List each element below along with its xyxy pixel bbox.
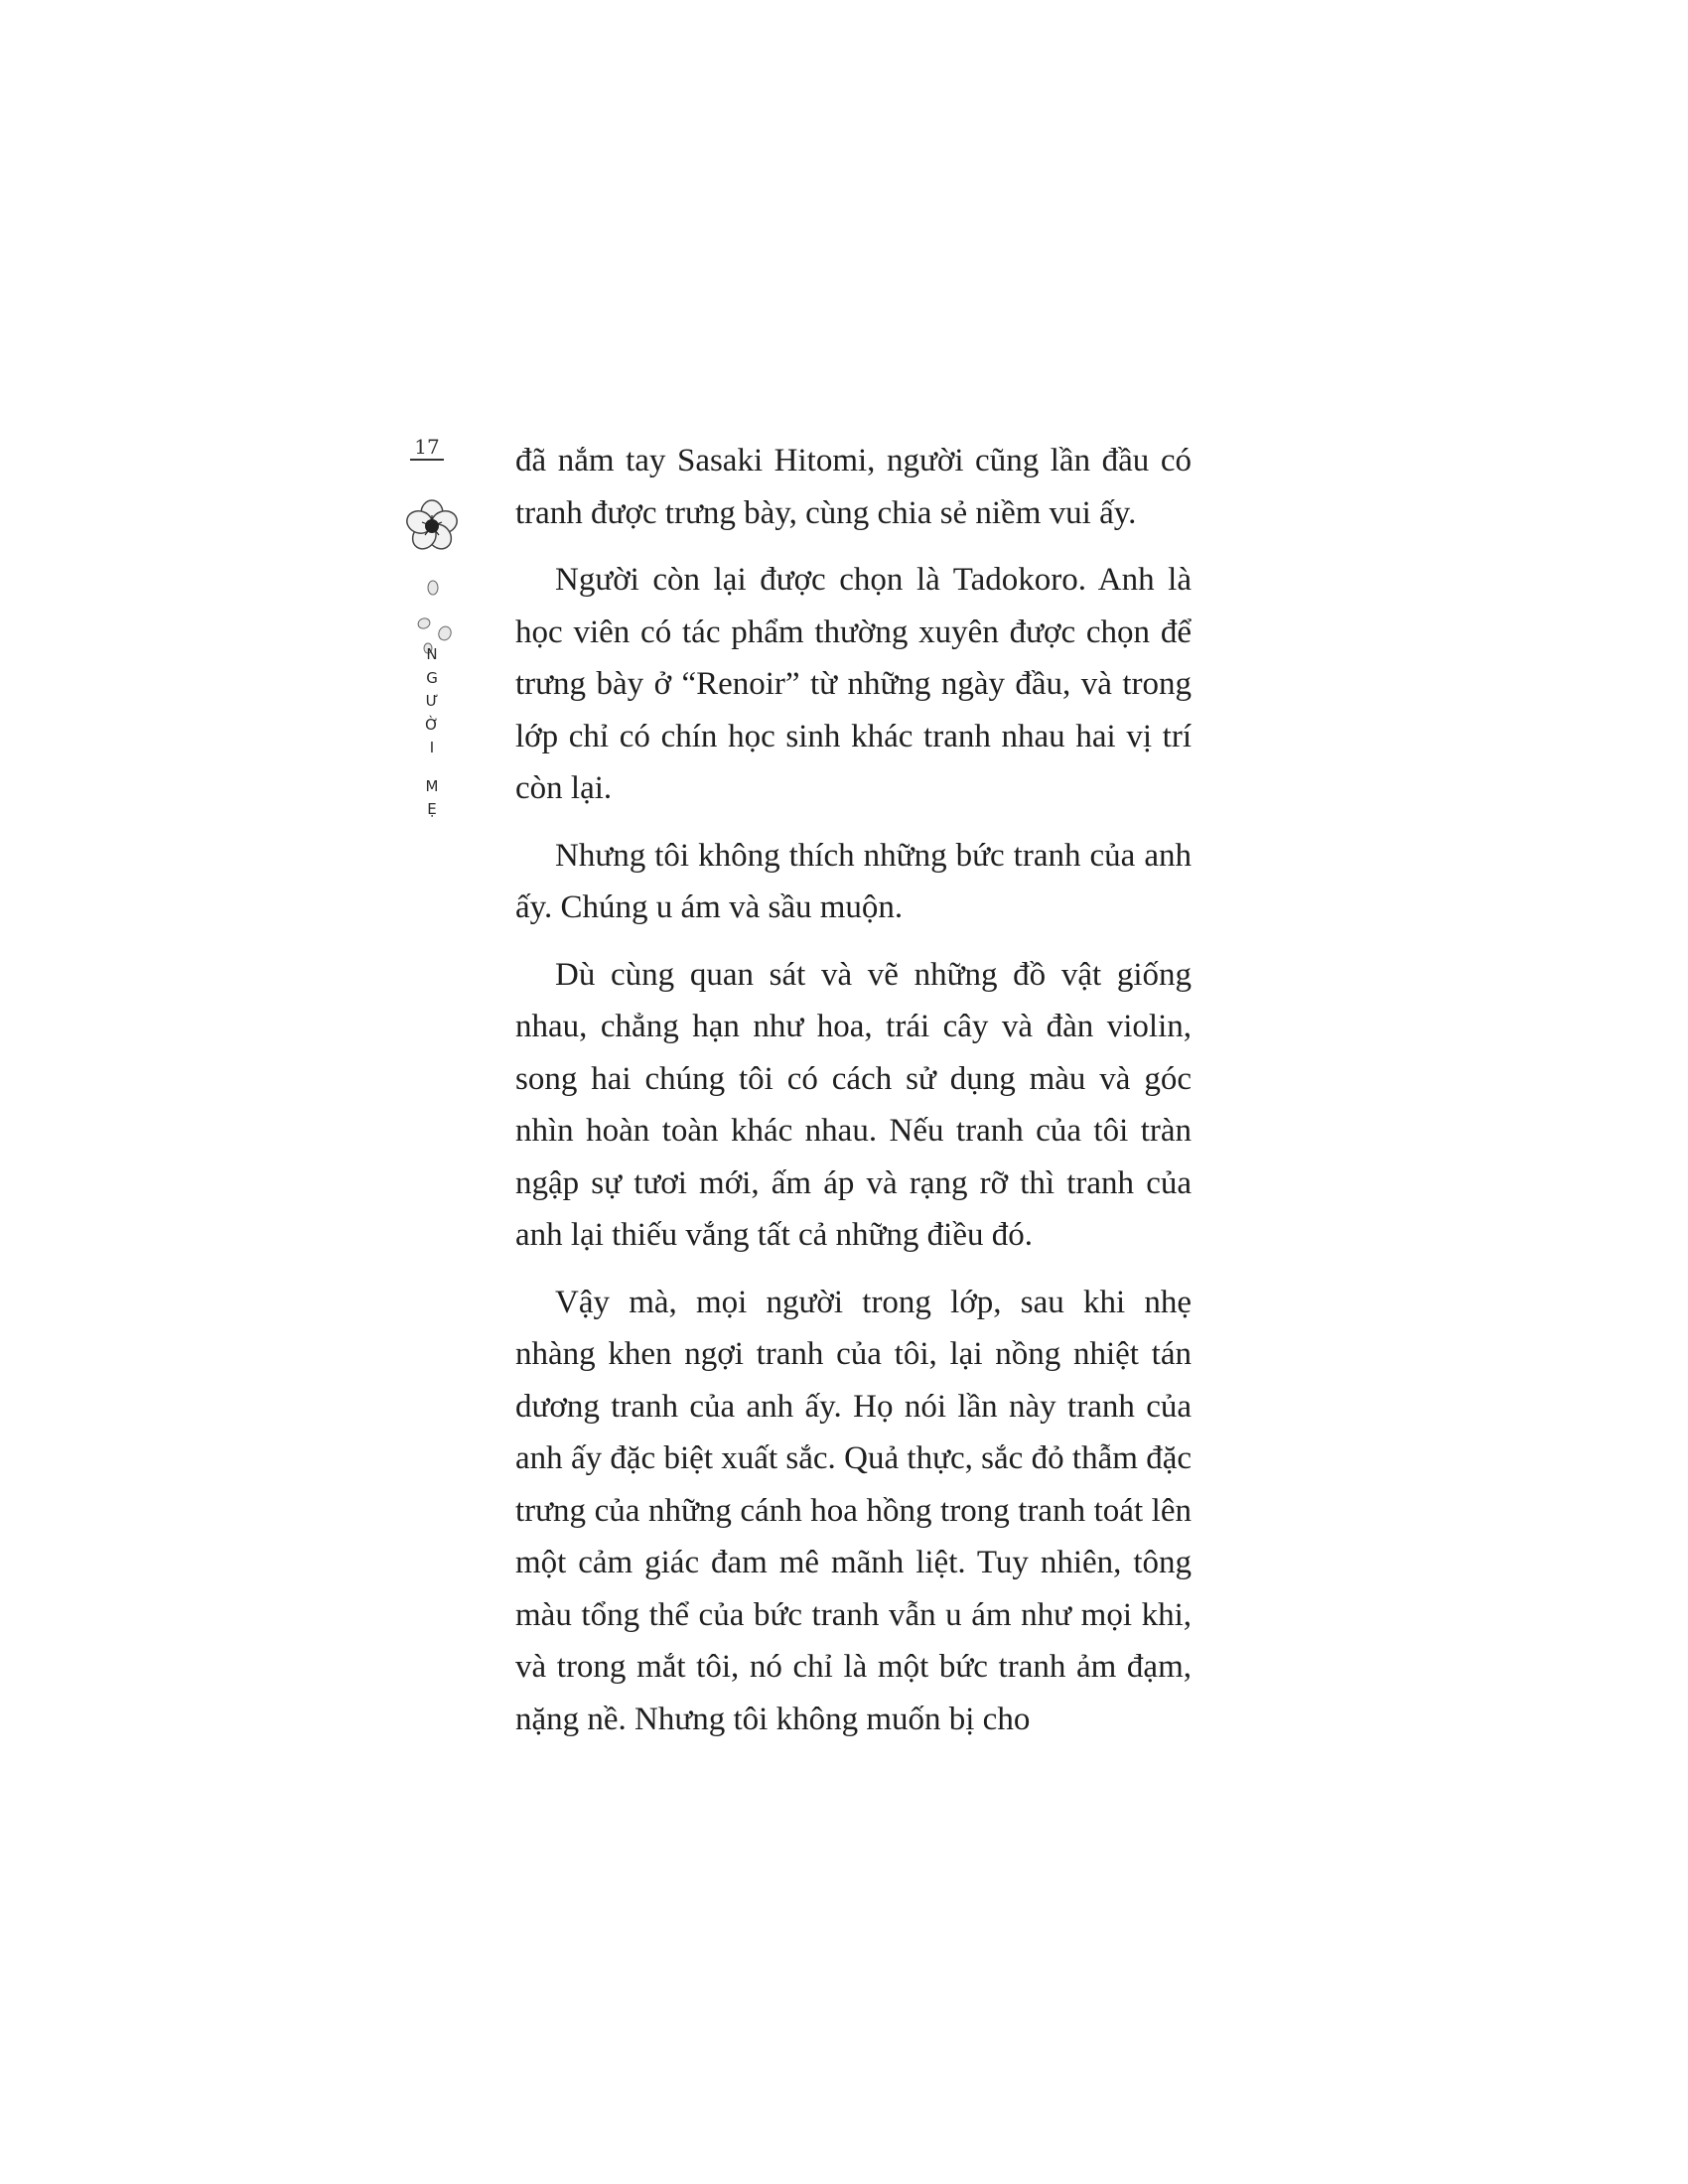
cherry-blossom-icon xyxy=(392,486,472,655)
running-title xyxy=(417,643,447,822)
page-number: 17 xyxy=(410,435,444,461)
paragraph: Nhưng tôi không thích những bức tranh của anh ấy. Chúng u ám và sầu muộn. xyxy=(515,837,1192,925)
running-title-letter: M xyxy=(425,776,439,795)
running-title-letter: G xyxy=(426,668,438,687)
paragraph: Vậy mà, mọi người trong lớp, sau khi nhẹ nhàng khen ngợi tranh của tôi, lại nồng nhiệt tán dương tranh của anh ấy. Họ nói lần này tranh của anh ấy đặc biệt xuất sắc. Quả thực, sắc đỏ thẫm đặc trưng của những cánh hoa hồng trong tranh toát lên một cảm giác đam mê mãnh liệt. Tuy nhiên, tông màu tổng thể của bức tranh vẫn u ám như mọi khi, và trong mắt tôi, nó chỉ là một bức tranh ảm đạm, nặng nề. Nhưng tôi không muốn bị cho xyxy=(515,1284,1192,1737)
running-title-letter: Ư xyxy=(425,692,439,710)
running-title-letter: Ờ xyxy=(425,715,439,734)
paragraph: đã nắm tay Sasaki Hitomi, người cũng lần đầu có tranh được trưng bày, cùng chia sẻ niềm vui ấy. xyxy=(515,443,1192,531)
running-title-letter: N xyxy=(426,645,438,663)
running-title-letter: Ẹ xyxy=(427,800,437,818)
body-text xyxy=(515,435,1192,1760)
paragraph: Dù cùng quan sát và vẽ những đồ vật giống nhau, chẳng hạn như hoa, trái cây và đàn violin, song hai chúng tôi có cách sử dụng màu và góc nhìn hoàn toàn khác nhau. Nếu tranh của tôi tràn ngập sự tươi mới, ấm áp và rạng rỡ thì tranh của anh lại thiếu vắng tất cả những điều đó. xyxy=(515,956,1192,1253)
paragraph: Người còn lại được chọn là Tadokoro. Anh là học viên có tác phẩm thường xuyên được chọn để trưng bày ở “Renoir” từ những ngày đầu, và trong lớp chỉ có chín học sinh khác tranh nhau hai vị trí còn lại. xyxy=(515,562,1192,806)
running-title-letter: I xyxy=(429,739,435,756)
